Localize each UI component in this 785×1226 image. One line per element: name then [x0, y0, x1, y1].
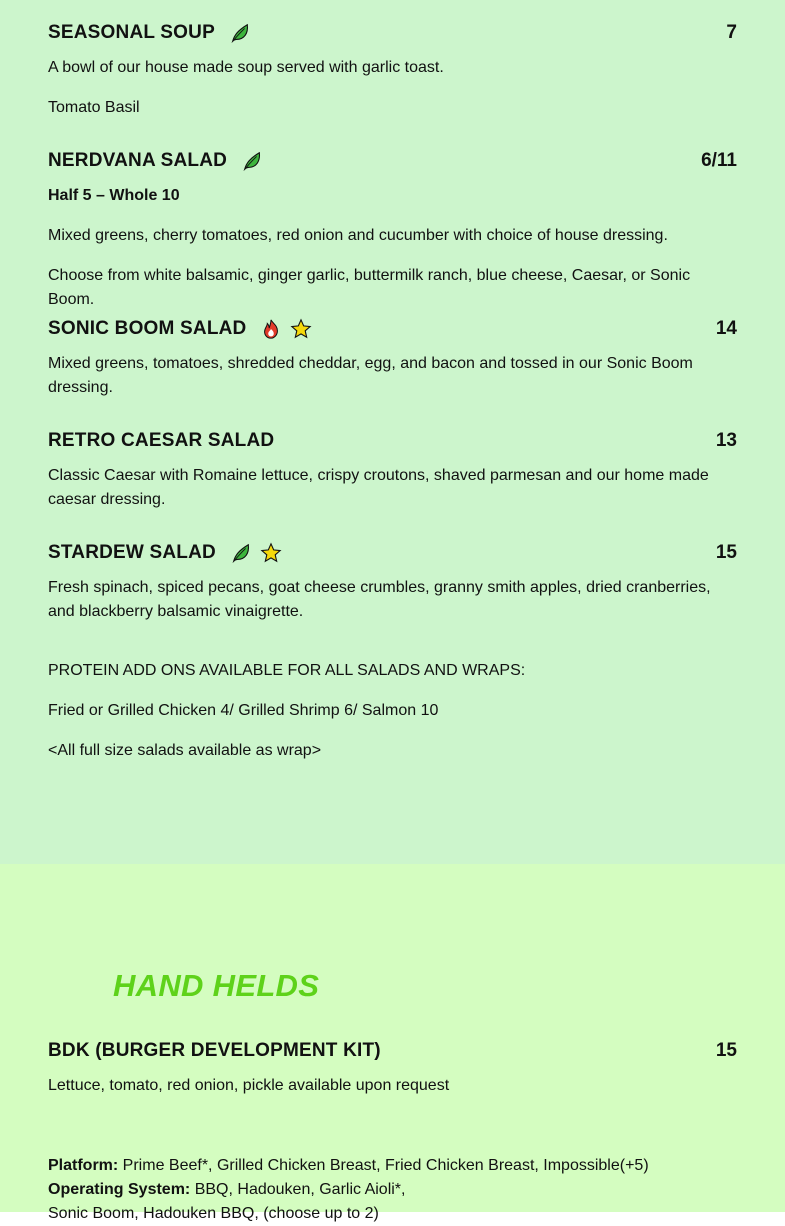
star-icon [290, 318, 312, 340]
item-title: STARDEW SALAD [48, 542, 216, 563]
protein-add-ons [0, 659, 785, 763]
item-description: Mixed greens, tomatoes, shredded cheddar, egg, and bacon and tossed in our Sonic Boom dressing. [48, 355, 693, 396]
protein-options: Fried or Grilled Chicken 4/ Grilled Shrimp 6/ Salmon 10 [48, 702, 439, 719]
menu-item-seasonal-soup [0, 20, 785, 120]
item-price: 7 [726, 22, 737, 43]
item-detail: Choose from white balsamic, ginger garlic, buttermilk ranch, blue cheese, Caesar, or Sonic Boom. [48, 267, 691, 308]
item-description: Fresh spinach, spiced pecans, goat cheese crumbles, granny smith apples, dried cranberries, and blackberry balsamic vinaigrette. [48, 579, 711, 620]
fire-icon [260, 318, 282, 340]
star-icon [260, 542, 282, 564]
os-value: BBQ, Hadouken, Garlic Aioli*, [190, 1181, 406, 1198]
handhelds-section [0, 864, 785, 1222]
menu-item-nerdvana-salad [0, 148, 785, 312]
item-price: 15 [715, 542, 737, 563]
item-title: SEASONAL SOUP [48, 22, 215, 43]
section-title: HAND HELDS [113, 968, 320, 1003]
os-line [48, 1178, 737, 1202]
os-label: Operating System: [48, 1181, 191, 1198]
item-description: A bowl of our house made soup served with garlic toast. [48, 59, 444, 76]
item-description: Classic Caesar with Romaine lettuce, crispy croutons, shaved parmesan and our home made caesar dressing. [48, 467, 709, 508]
menu-item-bdk-burger [0, 1038, 785, 1226]
platform-label: Platform: [48, 1157, 119, 1174]
item-title: NERDVANA SALAD [48, 150, 228, 171]
item-detail: Tomato Basil [48, 99, 140, 116]
item-subtitle: Half 5 – Whole 10 [48, 187, 180, 204]
wrap-note: <All full size salads available as wrap> [48, 742, 322, 759]
item-description: Mixed greens, cherry tomatoes, red onion and cucumber with choice of house dressing. [48, 227, 668, 244]
os-continued: Sonic Boom, Hadouken BBQ, (choose up to 2) [48, 1205, 379, 1222]
menu-item-retro-caesar-salad [0, 428, 785, 512]
leaf-icon [230, 542, 252, 564]
menu-item-sonic-boom-salad [0, 316, 785, 400]
leaf-icon [229, 22, 251, 44]
item-title: SONIC BOOM SALAD [48, 318, 247, 339]
item-price: 14 [715, 318, 737, 339]
item-title: BDK (BURGER DEVELOPMENT KIT) [48, 1040, 381, 1061]
item-price: 13 [715, 430, 737, 451]
protein-heading: PROTEIN ADD ONS AVAILABLE FOR ALL SALADS AND WRAPS: [48, 662, 526, 679]
menu-item-stardew-salad [0, 540, 785, 624]
platform-value: Prime Beef*, Grilled Chicken Breast, Fried Chicken Breast, Impossible(+5) [118, 1157, 649, 1174]
platform-line [48, 1154, 737, 1178]
leaf-icon [241, 150, 263, 172]
item-title: RETRO CAESAR SALAD [48, 430, 275, 451]
item-price: 15 [715, 1040, 737, 1061]
item-description: Lettuce, tomato, red onion, pickle available upon request [48, 1077, 450, 1094]
item-price: 6/11 [701, 150, 737, 171]
